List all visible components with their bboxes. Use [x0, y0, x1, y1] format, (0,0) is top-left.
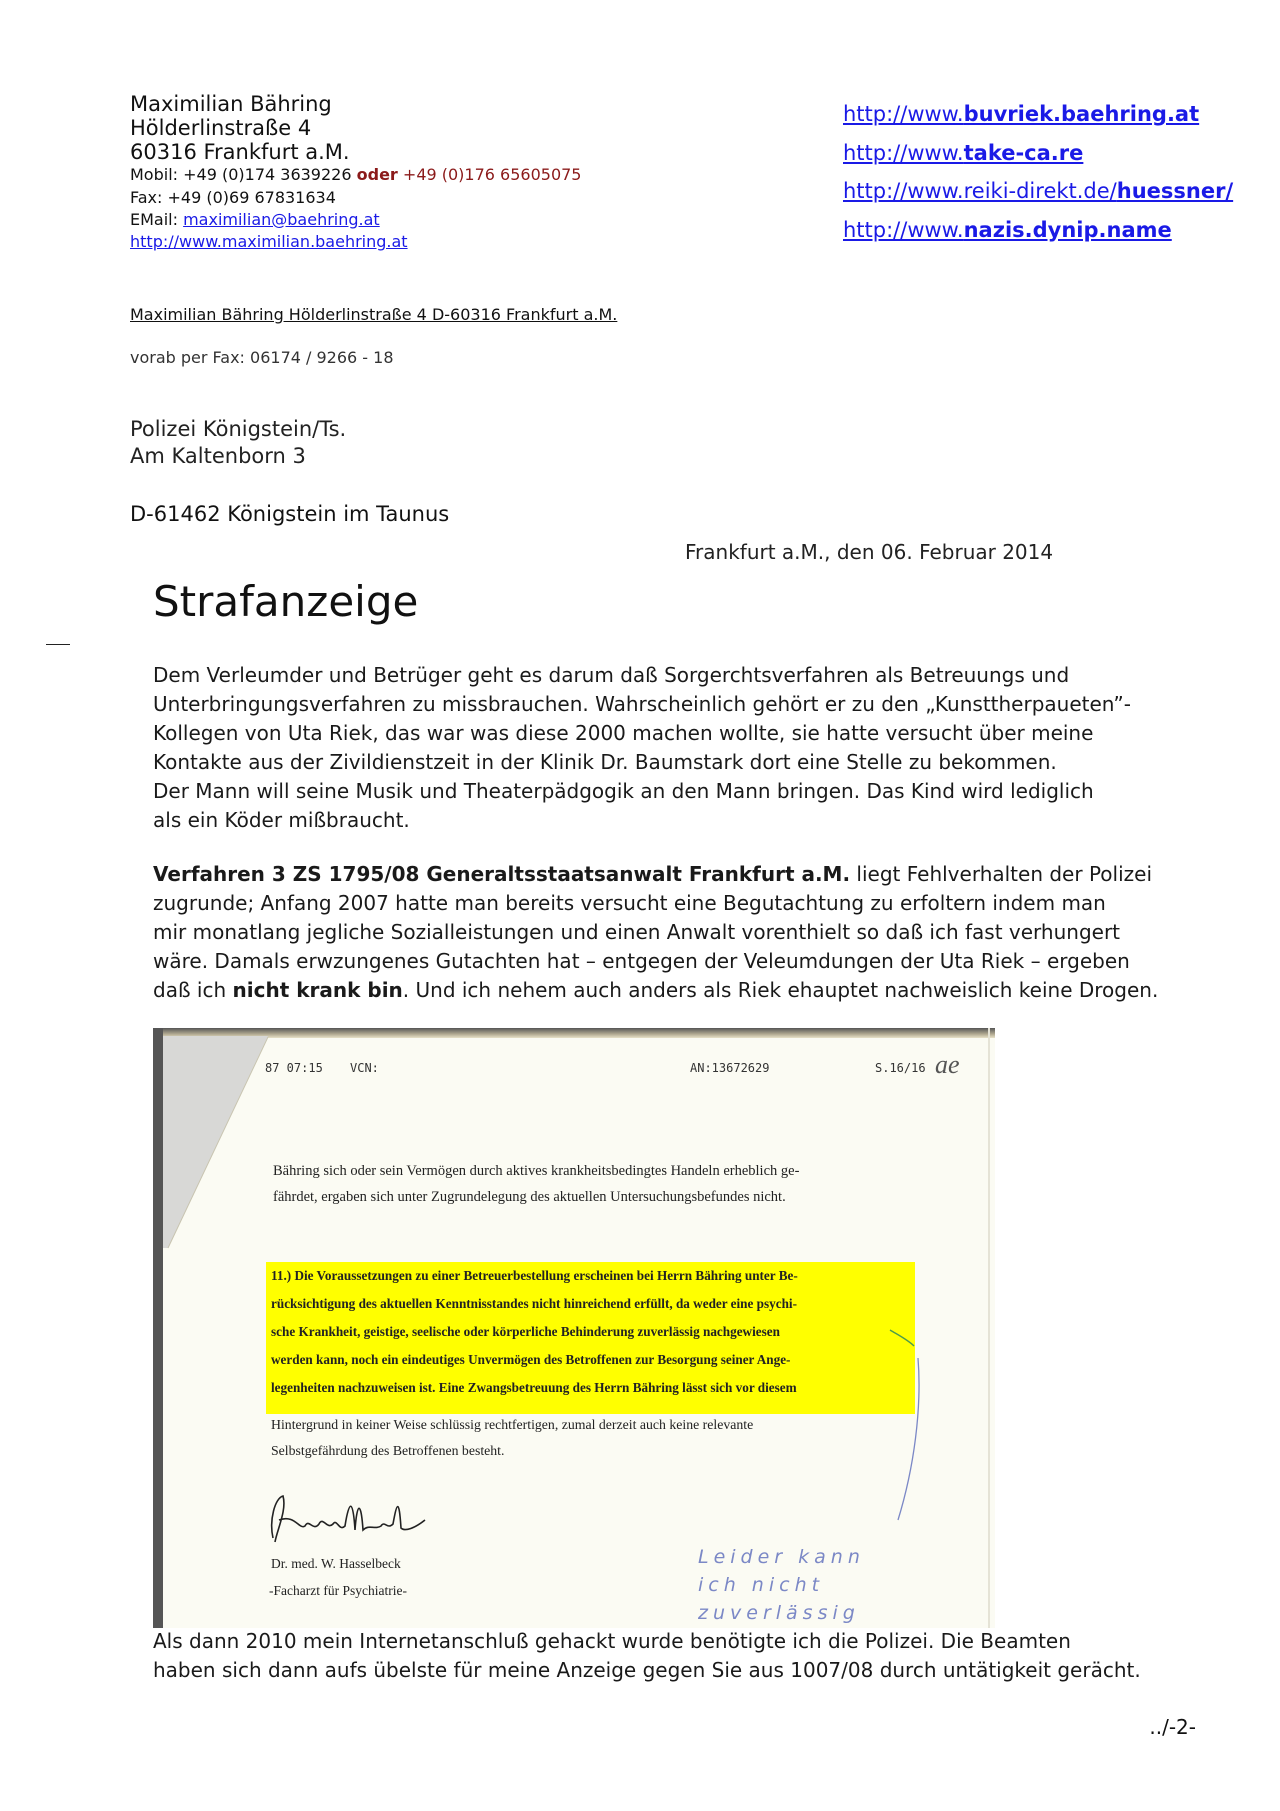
sender-email — [130, 209, 581, 231]
handwritten-initials: ae — [935, 1050, 960, 1079]
signer-title: -Facharzt für Psychiatrie- — [269, 1583, 407, 1598]
note-line: Leider kann — [698, 1546, 865, 1568]
scan-line: fährdet, ergaben sich unter Zugrundelegung des aktuellen Untersuchungsbefundes nicht. — [273, 1189, 786, 1205]
scan-text-top — [273, 1158, 913, 1210]
scan-line: Hintergrund in keiner Weise schlüssig rechtfertigen, zumal derzeit auch keine relevante — [271, 1417, 754, 1432]
paragraph-line: mir monatlang jegliche Sozialleistungen und einen Anwalt vorenthielt so daß ich fast verhungert — [153, 920, 1121, 944]
recipient-line1: Polizei Königstein/Ts. — [130, 417, 347, 441]
link-domain: take-ca.re — [963, 140, 1084, 165]
paragraph-line: zugrunde; Anfang 2007 hatte man bereits versucht eine Begutachtung zu erfoltern indem man — [153, 891, 1106, 915]
scan-line: Selbstgefährdung des Betroffenen besteht. — [271, 1443, 505, 1458]
line-rest: liegt Fehlverhalten der Polizei — [850, 862, 1152, 886]
email-link[interactable]: maximilian@baehring.at — [183, 209, 380, 229]
link-take-care[interactable] — [843, 141, 1083, 165]
paragraph-3 — [153, 1627, 1163, 1685]
mobile-or: oder — [356, 165, 398, 185]
paragraph-line: haben sich dann aufs übelste für meine Anzeige gegen Sie aus 1007/08 durch untätigkeit gerächt. — [153, 1658, 1141, 1682]
link-reiki[interactable] — [843, 179, 1233, 203]
fax-header-vcn: VCN: — [350, 1061, 379, 1075]
link-prefix: http://www. — [843, 140, 964, 165]
letter-title: Strafanzeige — [153, 577, 419, 626]
case-reference: Verfahren 3 ZS 1795/08 Generaltsstaatsanwalt Frankfurt a.M. — [153, 862, 851, 886]
paragraph-1 — [153, 661, 1163, 835]
mobile-number-1: +49 (0)174 3639226 — [183, 165, 352, 185]
fax-header-an: AN:13672629 — [690, 1061, 770, 1075]
fax-notice: vorab per Fax: 06174 / 9266 - 18 — [130, 348, 394, 367]
scan-line: 11.) Die Voraussetzungen zu einer Betreuerbestellung erscheinen bei Herrn Bähring unter Be- — [271, 1268, 798, 1283]
fold-mark — [46, 644, 70, 645]
recipient-line2: Am Kaltenborn 3 — [130, 444, 306, 469]
scan-text-after — [271, 1412, 919, 1464]
paragraph-line: Dem Verleumder und Betrüger geht es darum daß Sorgerchtsverfahren als Betreuungs und — [153, 663, 1070, 687]
scan-text-highlighted — [271, 1262, 919, 1402]
paragraph-line — [153, 976, 1163, 1005]
fax-number: +49 (0)69 67831634 — [167, 187, 336, 207]
line-start: daß ich — [153, 978, 233, 1002]
return-address: Maximilian Bähring Hölderlinstraße 4 D-60316 Frankfurt a.M. — [130, 305, 618, 324]
sender-mobile — [130, 164, 581, 186]
paragraph-line: wäre. Damals erwzungenes Gutachten hat – entgegen der Veleumdungen der Uta Riek – ergeben — [153, 949, 1130, 973]
scan-line: sche Krankheit, geistige, seelische oder körperliche Behinderung zuverlässig nachgewiesen — [271, 1324, 780, 1339]
paragraph-2 — [153, 860, 1163, 1005]
paragraph-line — [153, 860, 1163, 889]
sender-website-row — [130, 231, 581, 253]
link-domain: buvriek.baehring.at — [963, 102, 1200, 126]
paragraph-line: Unterbringungsverfahren zu missbrauchen. Wahrscheinlich gehört er zu den „Kunsttherpaueten”- — [153, 692, 1131, 716]
paragraph-line: Als dann 2010 mein Internetanschluß gehackt wurde benötigte ich die Polizei. Die Beamten — [153, 1629, 1071, 1653]
handwritten-note — [698, 1543, 865, 1627]
link-nazis[interactable] — [843, 218, 1172, 242]
scan-line: Bähring sich oder sein Vermögen durch aktives krankheitsbedingtes Handeln erheblich ge- — [273, 1163, 800, 1179]
paragraph-line: als ein Köder mißbraucht. — [153, 808, 410, 832]
link-prefix: http://www. — [843, 217, 964, 242]
mobile-label: Mobil: — [130, 165, 179, 185]
signer-name: Dr. med. W. Hasselbeck — [271, 1556, 401, 1571]
website-link[interactable]: http://www.maximilian.baehring.at — [130, 231, 408, 251]
sender-fax — [130, 187, 581, 209]
note-line: ich nicht — [698, 1574, 825, 1596]
recipient-block — [130, 416, 346, 471]
sender-name: Maximilian Bähring — [130, 92, 332, 116]
link-prefix: http://www. — [843, 102, 964, 126]
email-label: EMail: — [130, 209, 178, 229]
scan-right-edge — [988, 1028, 990, 1628]
scanned-document-image — [153, 1028, 995, 1628]
signature-image — [265, 1490, 445, 1550]
note-line: zuverlässig — [698, 1602, 860, 1624]
fax-header-time: 87 07:15 — [265, 1061, 323, 1075]
paragraph-line: Der Mann will seine Musik und Theaterpädgogik an den Mann bringen. Das Kind wird lediglich — [153, 779, 1094, 803]
scan-line: werden kann, noch ein eindeutiges Unvermögen des Betroffenen zur Besorgung seiner Ange- — [271, 1352, 791, 1367]
scan-line: rücksichtigung des aktuellen Kenntnisstandes nicht hinreichend erfüllt, da weder eine psychi- — [271, 1296, 797, 1311]
sender-city: 60316 Frankfurt a.M. — [130, 140, 350, 165]
mobile-number-2: +49 (0)176 65605075 — [402, 165, 582, 185]
letter-date: Frankfurt a.M., den 06. Februar 2014 — [685, 540, 1054, 564]
link-domain: huessner/ — [1116, 179, 1234, 203]
website-links — [843, 102, 1233, 256]
emphasis-not-ill: nicht krank bin — [232, 978, 403, 1002]
page-continuation: ../-2- — [1149, 1715, 1196, 1739]
sender-block — [130, 92, 581, 253]
link-domain: nazis.dynip.name — [963, 217, 1172, 242]
recipient-city: D-61462 Königstein im Taunus — [130, 502, 450, 526]
link-prefix: http://www.reiki-direkt.de/ — [843, 179, 1117, 203]
paragraph-line: Kontakte aus der Zivildienstzeit in der Klinik Dr. Baumstark dort eine Stelle zu bekommen. — [153, 750, 1057, 774]
link-buvriek[interactable] — [843, 102, 1199, 126]
fax-label: Fax: — [130, 187, 163, 207]
fax-header-page: S.16/16 — [875, 1061, 926, 1075]
paragraph-line: Kollegen von Uta Riek, das war was diese 2000 machen wollte, sie hatte versucht über meine — [153, 721, 1094, 745]
line-end: . Und ich nehem auch anders als Riek ehauptet nachweislich keine Drogen. — [402, 978, 1159, 1002]
scan-line: legenheiten nachzuweisen ist. Eine Zwangsbetreuung des Herrn Bähring lässt sich vor diesem — [271, 1380, 797, 1395]
sender-street: Hölderlinstraße 4 — [130, 116, 312, 141]
handwritten-bracket — [888, 1328, 928, 1528]
